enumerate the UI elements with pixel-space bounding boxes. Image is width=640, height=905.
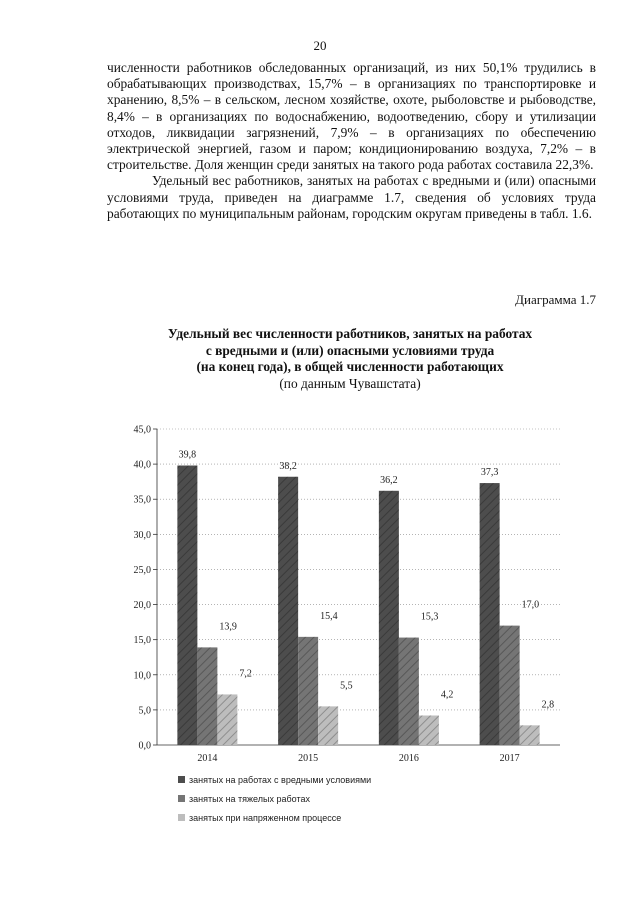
y-tick-label: 5,0 <box>138 705 151 717</box>
page-number: 20 <box>313 38 327 53</box>
y-tick-label: 20,0 <box>133 600 151 612</box>
bar-hatch <box>520 725 540 745</box>
bar-hatch <box>399 638 419 745</box>
bar-hatch <box>480 483 500 745</box>
data-label: 4,2 <box>440 689 454 701</box>
legend-item <box>178 789 371 808</box>
data-label: 38,2 <box>279 460 297 472</box>
bar-hatch <box>298 637 318 745</box>
y-tick-label: 45,0 <box>133 424 151 436</box>
bar-hatch <box>379 491 399 745</box>
chart-title-line-1: Удельный вес численности работников, занятых на работах <box>167 326 533 341</box>
data-label: 2,8 <box>541 699 555 711</box>
legend-swatch <box>178 795 185 802</box>
y-tick-label: 35,0 <box>133 494 151 506</box>
legend-swatch <box>178 776 185 783</box>
data-label: 17,0 <box>521 599 540 611</box>
bars <box>177 466 539 745</box>
bar-hatch <box>419 716 439 745</box>
x-tick-label: 2014 <box>197 753 218 764</box>
paragraph-2: Удельный вес работников, занятых на работах с вредными и (или) опасными условиями труда, приведен на диаграмме 1.7, сведения об условиях труда работающих по муниципальным районам, городским округам приведены в табл. 1.6. <box>107 173 596 221</box>
legend-label: занятых на тяжелых работах <box>189 793 310 804</box>
legend-label: занятых при напряженном процессе <box>189 812 342 823</box>
y-tick-label: 25,0 <box>133 564 151 576</box>
chart-title-line-3: (на конец года), в общей численности работающих <box>196 359 504 375</box>
data-label: 39,8 <box>178 449 197 461</box>
data-label: 7,2 <box>239 668 252 680</box>
y-tick-label: 15,0 <box>133 635 151 647</box>
legend-swatch <box>178 814 185 821</box>
x-tick-label: 2015 <box>298 753 319 764</box>
chart-legend <box>178 770 371 827</box>
diagram-label: Диаграмма 1.7 <box>515 292 596 307</box>
data-label: 36,2 <box>380 474 398 486</box>
chart-title-line-2: с вредными и (или) опасными условиями труда <box>205 342 495 358</box>
paragraph-1: численности работников обследованных организаций, из них 50,1% трудились в обрабатывающих производствах, 15,7% – в организациях по транспортировке и хранению, 8,5% – в сельском, лесном хозяйстве, охоте, рыболовстве и рыбоводстве, 8,4% – в организациях по водоснабжению, водоотведению, сбору и утилизации отходов, ликвидации загрязнений, 7,9% – в организациях по обеспечению электрической энергией, газом и паром; кондиционированию воздуха, 7,2% – в строительстве. Доля женщин среди занятых на такого рода работах составила 22,3%. <box>107 60 596 173</box>
bar-hatch <box>197 647 217 745</box>
y-tick-label: 0,0 <box>138 740 151 752</box>
x-axis-labels <box>197 753 519 764</box>
y-tick-label: 40,0 <box>133 459 151 471</box>
bar-hatch <box>278 477 298 745</box>
data-label: 5,5 <box>340 680 353 692</box>
x-tick-label: 2017 <box>499 753 520 764</box>
chart-subtitle: (по данным Чувашстата) <box>279 375 421 391</box>
legend-item <box>178 808 371 827</box>
y-tick-label: 30,0 <box>133 529 151 541</box>
bar-hatch <box>177 466 197 745</box>
legend-item <box>178 770 371 789</box>
bar-hatch <box>217 694 237 745</box>
x-tick-label: 2016 <box>398 753 419 764</box>
y-tick-label: 10,0 <box>133 670 151 682</box>
legend-label: занятых на работах с вредными условиями <box>189 774 372 785</box>
data-label: 13,9 <box>219 621 237 633</box>
data-label: 15,3 <box>420 611 439 623</box>
bar-hatch <box>318 706 338 745</box>
bar-hatch <box>500 626 520 745</box>
data-label: 15,4 <box>320 610 338 622</box>
data-label: 37,3 <box>480 467 499 479</box>
